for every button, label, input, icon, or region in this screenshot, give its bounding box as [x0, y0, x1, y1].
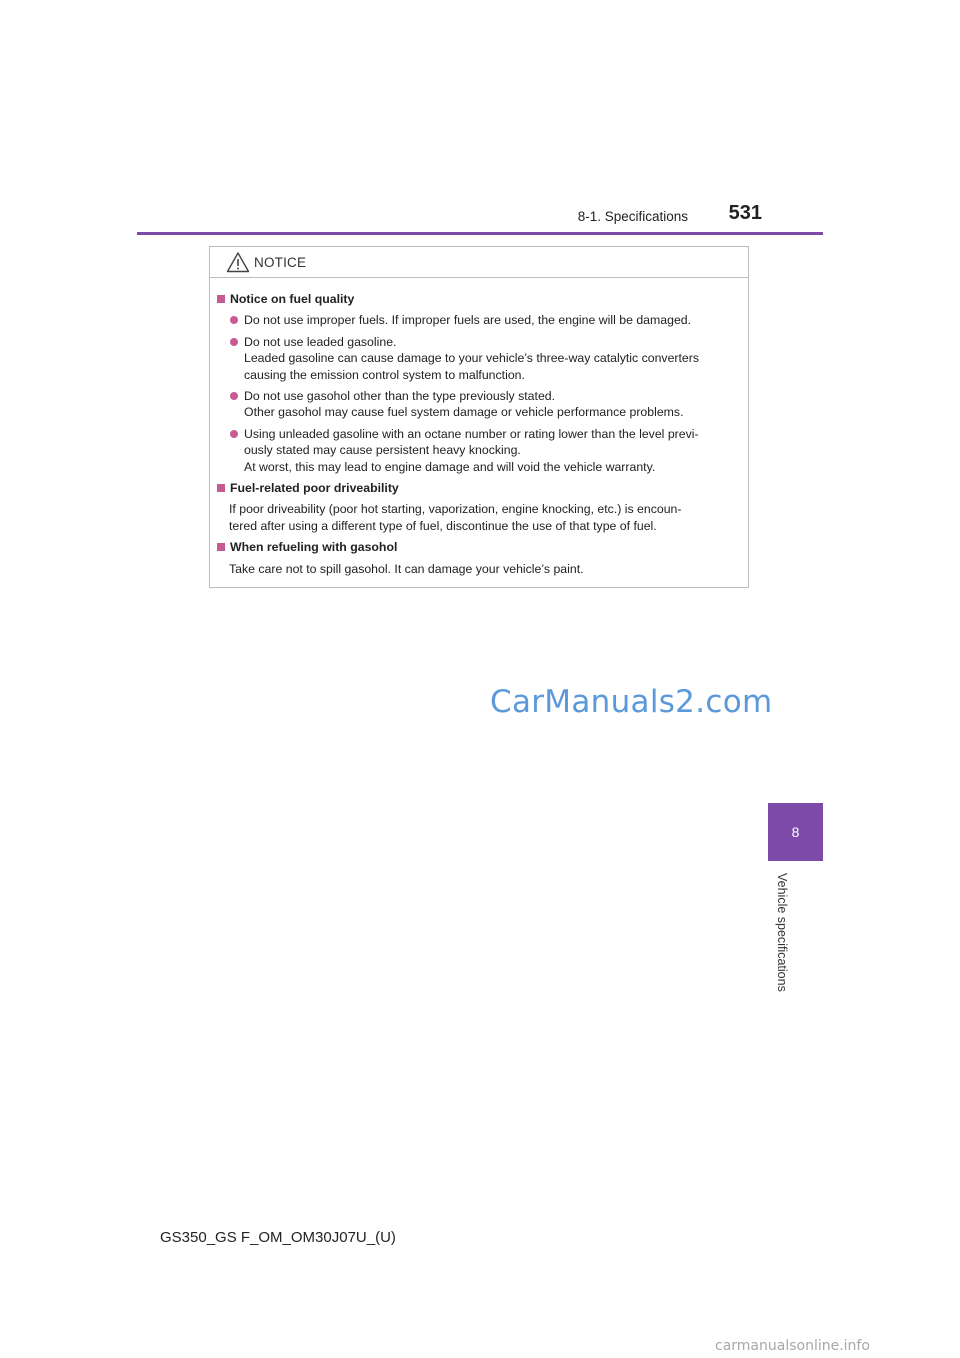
chapter-side-title	[771, 873, 789, 1013]
section-heading-driveability: Fuel-related poor driveability	[217, 480, 742, 496]
bottom-watermark: carmanualsonline.info	[715, 1338, 870, 1354]
warning-triangle-icon	[226, 251, 250, 273]
chapter-title-text: Vehicle specifications	[775, 873, 789, 992]
list-item: Do not use gasohol other than the type previously stated. Other gasohol may cause fuel system damage or vehicle performance problems.	[230, 388, 742, 421]
page-number: 531	[728, 202, 762, 224]
list-item: Using unleaded gasoline with an octane number or rating lower than the level previ- ously stated may cause persistent heavy knocking. At worst, this may lead to engine damage and will void the vehicle warranty.	[230, 426, 742, 475]
dot-bullet-icon	[230, 338, 238, 346]
notice-header	[210, 247, 748, 278]
square-bullet-icon	[217, 295, 225, 303]
paragraph: If poor driveability (poor hot starting, vaporization, engine knocking, etc.) is encoun- tered after using a different type of fuel, discontinue the use of that type of fuel.	[229, 502, 682, 533]
list-item: Do not use leaded gasoline. Leaded gasoline can cause damage to your vehicle’s three-way catalytic converters causing the emission control system to malfunction.	[230, 334, 742, 383]
square-bullet-icon	[217, 484, 225, 492]
header-section-title: 8-1. Specifications	[577, 209, 688, 224]
list-item: Do not use improper fuels. If improper fuels are used, the engine will be damaged.	[230, 312, 742, 328]
header-rule	[137, 232, 823, 235]
section-heading-fuel-quality: Notice on fuel quality	[217, 291, 742, 307]
section-heading-refueling-gasohol: When refueling with gasohol	[217, 539, 742, 555]
chapter-number: 8	[791, 824, 800, 840]
notice-body	[210, 278, 748, 577]
dot-bullet-icon	[230, 392, 238, 400]
chapter-tab[interactable]	[768, 803, 823, 861]
notice-label: NOTICE	[254, 254, 307, 270]
notice-box	[209, 246, 749, 588]
dot-bullet-icon	[230, 430, 238, 438]
watermark-link[interactable]: CarManuals2.com	[490, 684, 773, 720]
paragraph: Take care not to spill gasohol. It can damage your vehicle’s paint.	[229, 561, 584, 576]
dot-bullet-icon	[230, 316, 238, 324]
footer-manual-code: GS350_GS F_OM_OM30J07U_(U)	[160, 1229, 396, 1246]
square-bullet-icon	[217, 543, 225, 551]
